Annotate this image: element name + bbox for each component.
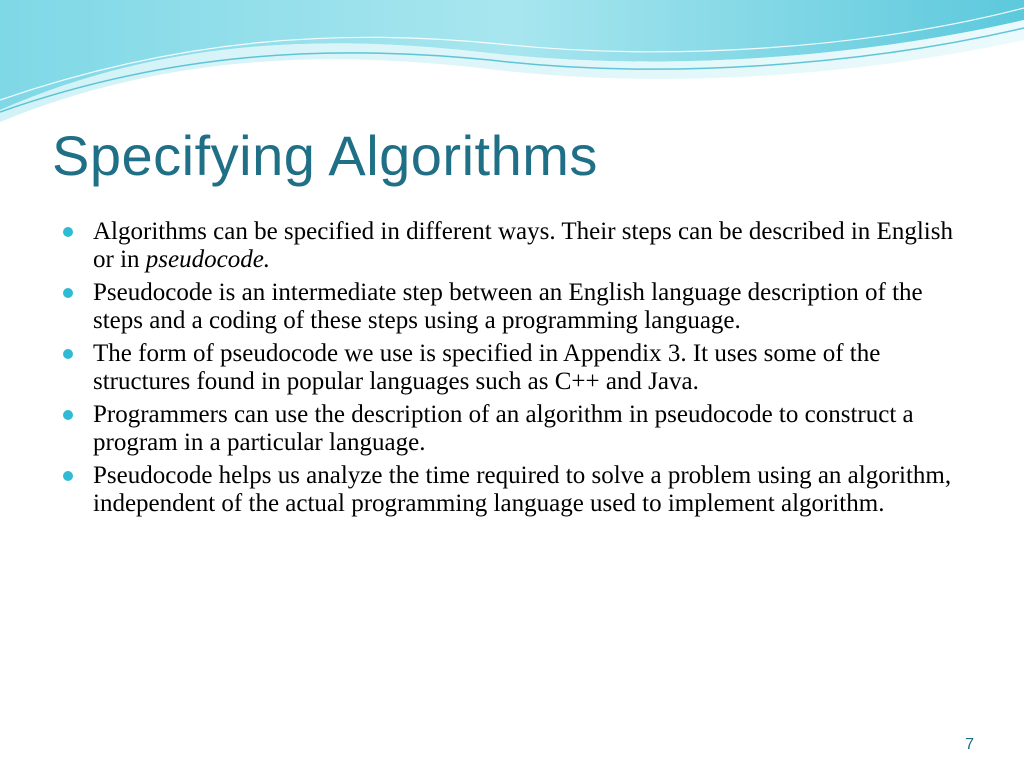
- bullet-item: [60, 279, 970, 335]
- bullet-dot-icon: [63, 288, 73, 298]
- bullet-text: Algorithms can be specified in different ways. Their steps can be described in English or in: [93, 218, 953, 273]
- bullet-item: [60, 218, 970, 274]
- header-wave-decoration: [0, 0, 1024, 130]
- bullet-text: The form of pseudocode we use is specified in Appendix 3. It uses some of the structures found in popular languages such as C++ and Java.: [93, 340, 881, 395]
- slide-title: Specifying Algorithms: [52, 124, 598, 187]
- bullet-item: [60, 462, 970, 518]
- bullet-dot-icon: [63, 471, 73, 481]
- bullet-item: [60, 340, 970, 396]
- bullet-emphasis: pseudocode.: [145, 246, 271, 273]
- bullet-text: Pseudocode is an intermediate step between an English language description of the steps and a coding of these steps using a programming language.: [93, 279, 923, 334]
- bullet-list: [60, 218, 970, 523]
- bullet-item: [60, 401, 970, 457]
- bullet-dot-icon: [63, 227, 73, 237]
- page-number: 7: [965, 736, 974, 753]
- bullet-dot-icon: [63, 349, 73, 359]
- bullet-dot-icon: [63, 410, 73, 420]
- bullet-text: Pseudocode helps us analyze the time required to solve a problem using an algorithm, independent of the actual programming language used to implement algorithm.: [93, 462, 952, 517]
- bullet-text: Programmers can use the description of an algorithm in pseudocode to construct a program in a particular language.: [93, 401, 914, 456]
